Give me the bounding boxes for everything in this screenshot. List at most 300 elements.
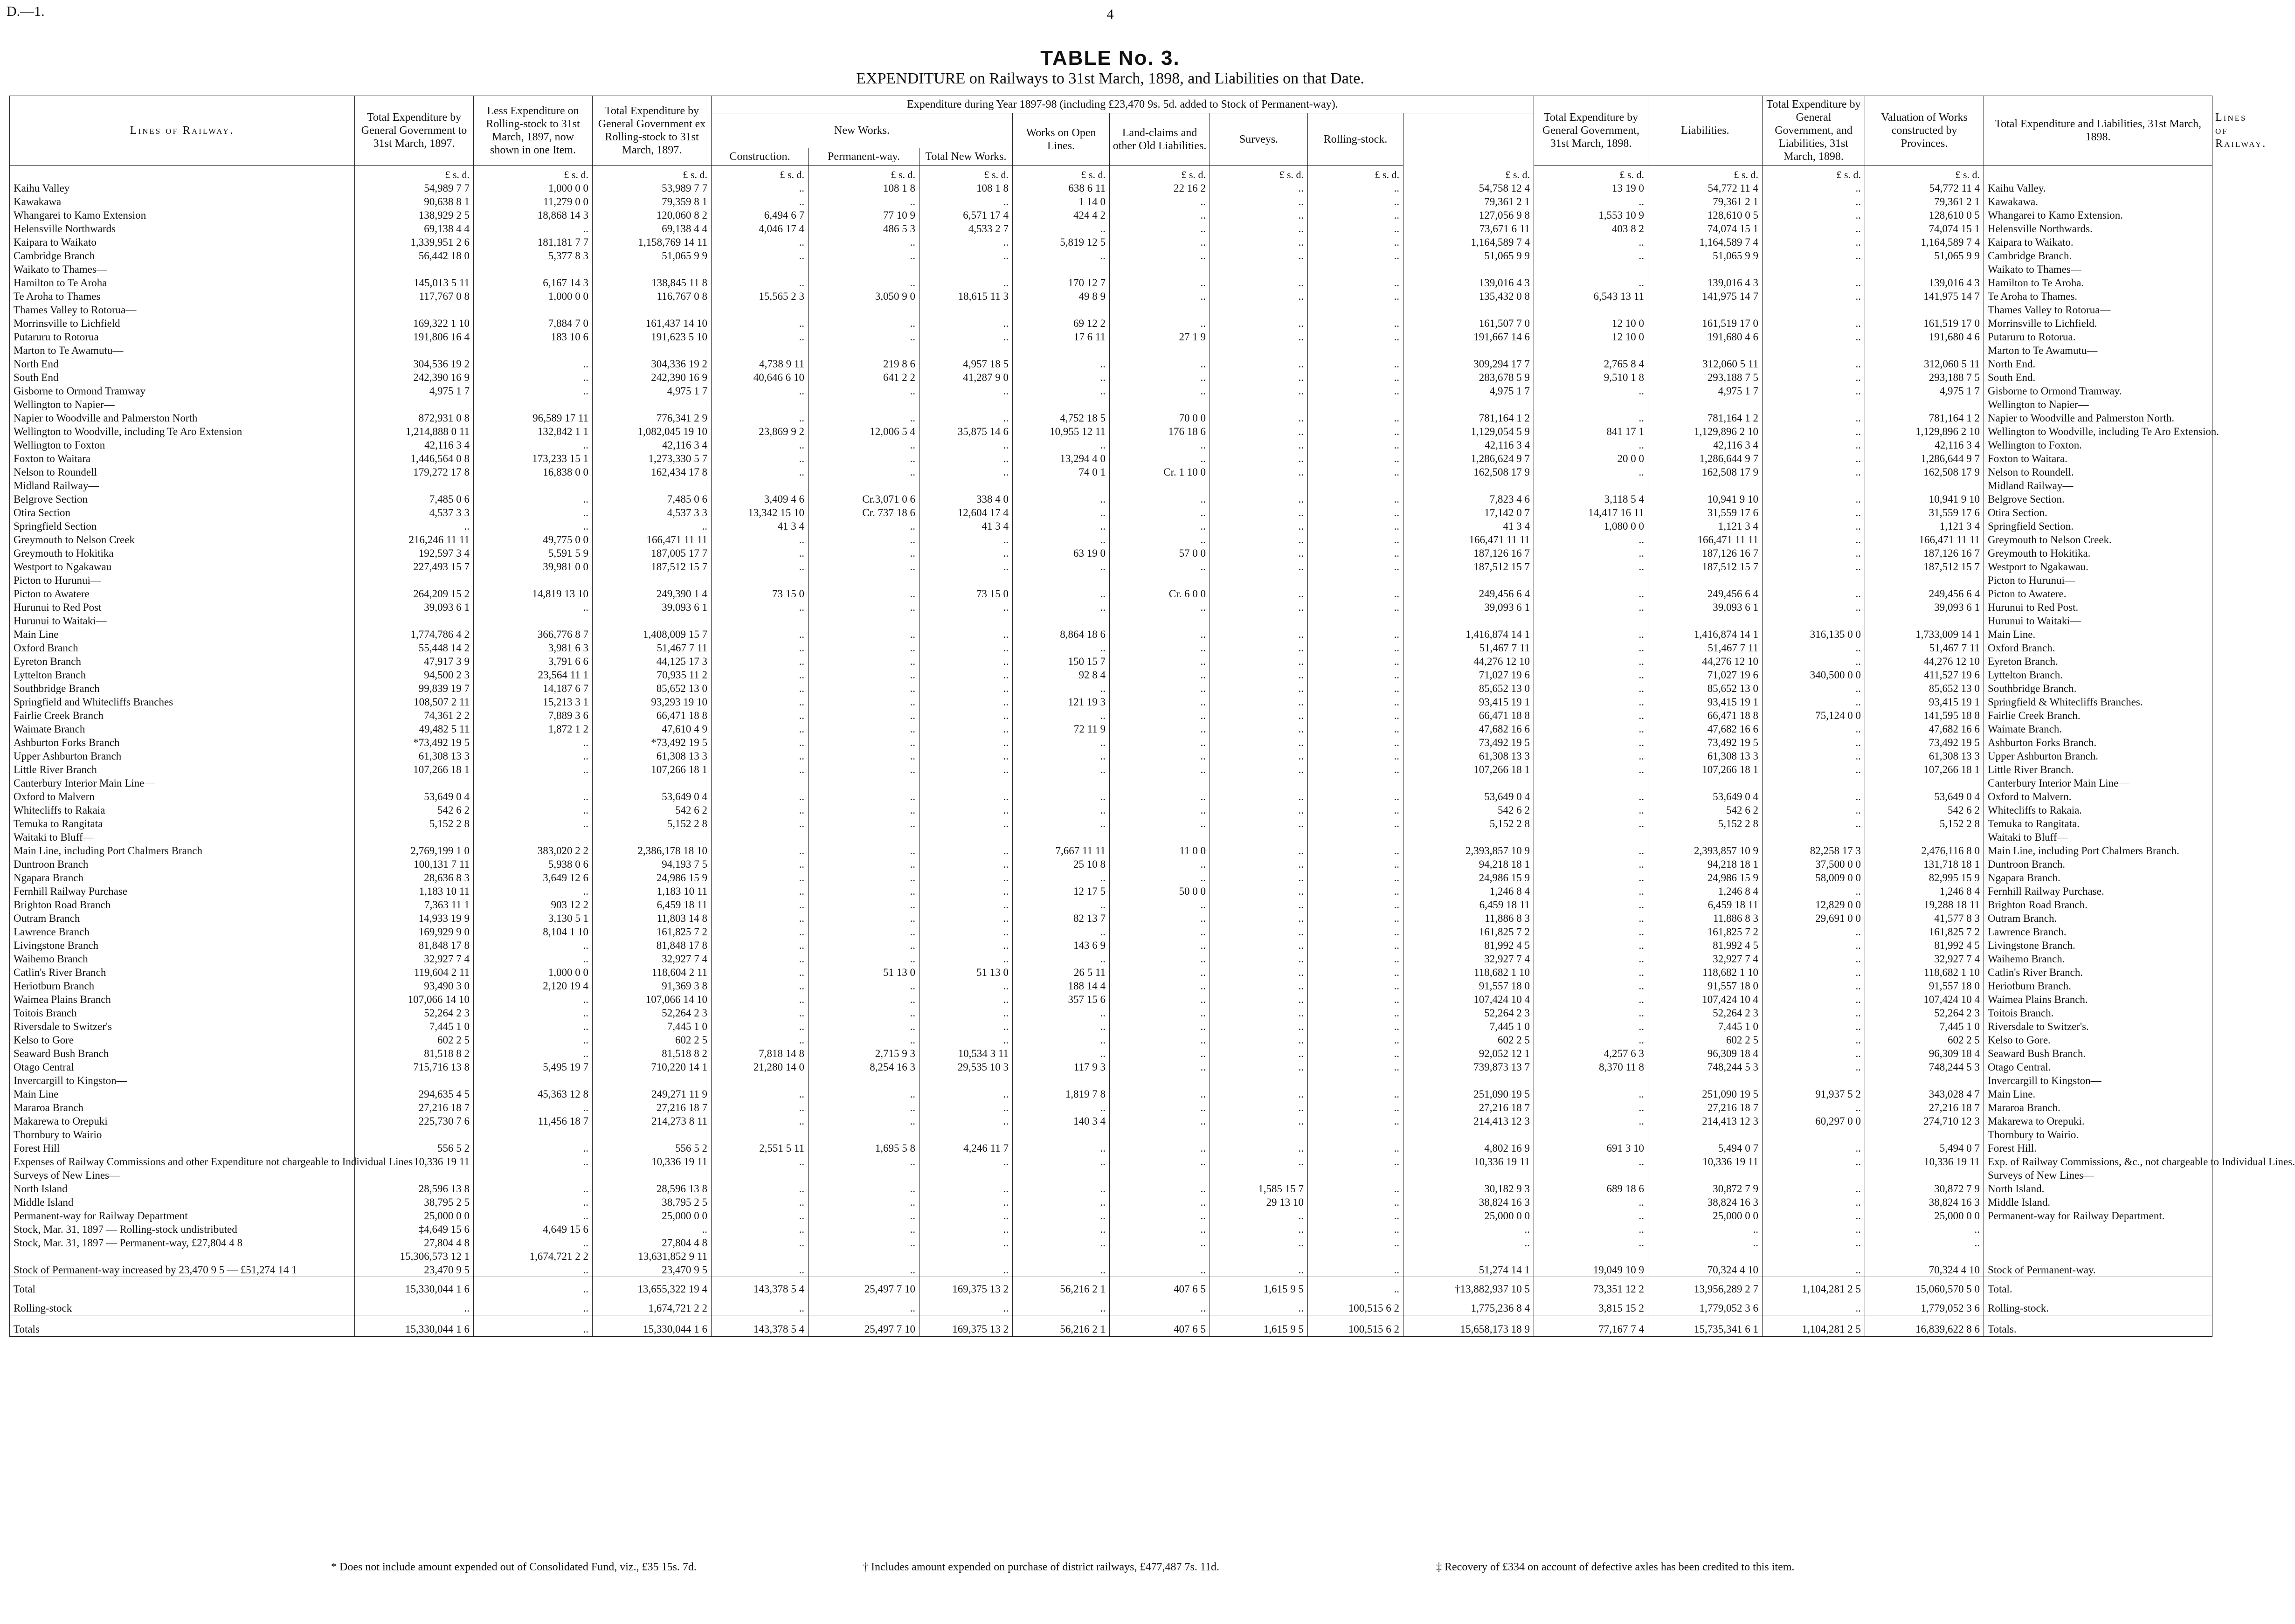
amount-cell: [1648, 263, 1763, 276]
amount-cell: 96,309 18 4: [1648, 1047, 1763, 1060]
amount-cell: ..: [919, 655, 1013, 668]
amount-cell: 108,507 2 11: [355, 695, 474, 709]
amount-cell: Cr. 737 18 6: [809, 506, 919, 519]
amount-cell: 93,415 19 1: [1403, 695, 1534, 709]
amount-cell: 74,361 2 2: [355, 709, 474, 722]
amount-cell: [1403, 1168, 1534, 1182]
amount-cell: 2,120 19 4: [474, 979, 593, 993]
table-row: [10, 722, 2212, 736]
line-name: Invercargill to Kingston—: [10, 1074, 355, 1087]
amount-cell: ..: [355, 519, 474, 533]
line-name: Morrinsville to Lichfield: [10, 317, 355, 330]
amount-cell: 781,164 1 2: [1648, 411, 1763, 425]
amount-cell: ..: [919, 817, 1013, 830]
line-name: Te Aroha to Thames: [10, 290, 355, 303]
table-row: [10, 830, 2212, 844]
amount-cell: ..: [1308, 1101, 1403, 1114]
amount-cell: ..: [1110, 1033, 1210, 1047]
amount-cell: 69,138 4 4: [593, 222, 712, 235]
amount-cell: 710,220 14 1: [593, 1060, 712, 1074]
amount-cell: ..: [809, 709, 919, 722]
amount-cell: ..: [1763, 993, 1865, 1006]
table-row: [10, 181, 2212, 195]
amount-cell: ..: [1308, 966, 1403, 979]
amount-cell: ..: [474, 1277, 593, 1296]
expenditure-table: [9, 96, 2295, 1337]
amount-cell: ..: [712, 249, 809, 263]
amount-cell: 94,218 18 1: [1403, 857, 1534, 871]
amount-cell: ..: [1308, 276, 1403, 290]
line-name-right: Waimea Plains Branch.: [1984, 993, 2212, 1006]
amount-cell: 191,667 14 6: [1403, 330, 1534, 344]
line-name: Hamilton to Te Aroha: [10, 276, 355, 290]
amount-cell: 424 4 2: [1013, 208, 1110, 222]
table-row: [10, 871, 2212, 885]
amount-cell: [1308, 614, 1403, 628]
amount-cell: ..: [1763, 1236, 1865, 1250]
amount-cell: ..: [1534, 749, 1648, 763]
amount-cell: 100,131 7 11: [355, 857, 474, 871]
amount-cell: 4,975 1 7: [355, 384, 474, 398]
amount-cell: ..: [1763, 1033, 1865, 1047]
amount-cell: 4,533 2 7: [919, 222, 1013, 235]
amount-cell: 11,803 14 8: [593, 912, 712, 925]
amount-cell: ..: [1110, 1101, 1210, 1114]
amount-cell: 150 15 7: [1013, 655, 1110, 668]
amount-cell: 2,551 5 11: [712, 1141, 809, 1155]
amount-cell: [1110, 398, 1210, 411]
line-name: Whangarei to Kamo Extension: [10, 208, 355, 222]
line-name-right: Kelso to Gore.: [1984, 1033, 2212, 1047]
amount-cell: ..: [1308, 736, 1403, 749]
amount-cell: 56,216 2 1: [1013, 1315, 1110, 1337]
amount-cell: ..: [809, 1033, 919, 1047]
total-1898-header: Total Expenditure by General Government, 31st March, 1898.: [1534, 96, 1648, 166]
amount-cell: ..: [809, 438, 919, 452]
amount-cell: ..: [1110, 966, 1210, 979]
line-name: Hurunui to Red Post: [10, 601, 355, 614]
line-name: Thornbury to Wairio: [10, 1128, 355, 1141]
amount-cell: ..: [809, 317, 919, 330]
amount-cell: [1534, 303, 1648, 317]
line-name: Stock, Mar. 31, 1897 — Rolling-stock undistributed: [10, 1223, 355, 1236]
amount-cell: ..: [712, 546, 809, 560]
amount-cell: [712, 776, 809, 790]
amount-cell: [712, 479, 809, 492]
amount-cell: 23,564 11 1: [474, 668, 593, 682]
table-row: [10, 1182, 2212, 1196]
amount-cell: 366,776 8 7: [474, 628, 593, 641]
amount-cell: ..: [1763, 1209, 1865, 1223]
amount-cell: ..: [1013, 519, 1110, 533]
amount-cell: 316,135 0 0: [1763, 628, 1865, 641]
amount-cell: ..: [1534, 587, 1648, 601]
amount-cell: 191,680 4 6: [1648, 330, 1763, 344]
amount-cell: ..: [1763, 925, 1865, 939]
amount-cell: 75,124 0 0: [1763, 709, 1865, 722]
amount-cell: ..: [1013, 1196, 1110, 1209]
amount-cell: ..: [919, 1236, 1013, 1250]
table-row: [10, 1155, 2212, 1168]
amount-cell: ..: [712, 384, 809, 398]
line-name-right: Stock of Permanent-way.: [1984, 1263, 2212, 1277]
amount-cell: [809, 574, 919, 587]
line-name-right: Waitaki to Bluff—: [1984, 830, 2212, 844]
total-exp-liab-header: Total Expenditure and Liabilities, 31st March, 1898.: [1984, 96, 2212, 166]
amount-cell: 781,164 1 2: [1865, 411, 1984, 425]
amount-cell: ..: [712, 885, 809, 898]
table-row: [10, 208, 2212, 222]
amount-cell: ..: [1308, 601, 1403, 614]
amount-cell: ..: [919, 1196, 1013, 1209]
amount-cell: ..: [474, 492, 593, 506]
table-row: [10, 411, 2212, 425]
amount-cell: 187,512 15 7: [1403, 560, 1534, 574]
amount-cell: ..: [919, 533, 1013, 546]
amount-cell: 81,518 8 2: [593, 1047, 712, 1060]
amount-cell: 249,456 6 4: [1403, 587, 1534, 601]
table-row: [10, 1114, 2212, 1128]
amount-cell: 73,671 6 11: [1403, 222, 1534, 235]
amount-cell: ..: [809, 898, 919, 912]
amount-cell: 73 15 0: [712, 587, 809, 601]
amount-cell: ..: [1210, 290, 1308, 303]
amount-cell: ..: [1210, 1155, 1308, 1168]
line-name-right: Greymouth to Nelson Creek.: [1984, 533, 2212, 546]
amount-cell: ..: [809, 533, 919, 546]
table-row: [10, 1020, 2212, 1033]
unit-cell: £ s. d.: [1763, 166, 1865, 182]
amount-cell: ..: [1763, 452, 1865, 465]
amount-cell: 27,216 18 7: [1403, 1101, 1534, 1114]
amount-cell: [1763, 574, 1865, 587]
table-row: [10, 533, 2212, 546]
amount-cell: ..: [1534, 1114, 1648, 1128]
amount-cell: ..: [919, 330, 1013, 344]
amount-cell: ..: [1110, 1263, 1210, 1277]
provinces-header: Valuation of Works constructed by Provinces.: [1865, 96, 1984, 166]
amount-cell: ..: [809, 1296, 919, 1315]
amount-cell: ..: [1763, 465, 1865, 479]
amount-cell: ..: [1534, 546, 1648, 560]
table-row: [10, 803, 2212, 817]
amount-cell: ..: [1210, 195, 1308, 208]
amount-cell: ..: [1110, 682, 1210, 695]
amount-cell: 108 1 8: [809, 181, 919, 195]
amount-cell: [593, 479, 712, 492]
amount-cell: [919, 303, 1013, 317]
amount-cell: 42,116 3 4: [1865, 438, 1984, 452]
amount-cell: 27,216 18 7: [355, 1101, 474, 1114]
amount-cell: ..: [474, 1006, 593, 1020]
amount-cell: ..: [712, 695, 809, 709]
amount-cell: Cr. 1 10 0: [1110, 465, 1210, 479]
amount-cell: *73,492 19 5: [593, 736, 712, 749]
amount-cell: ..: [1534, 1101, 1648, 1114]
amount-cell: [1763, 398, 1865, 411]
unit-cell: £ s. d.: [1110, 166, 1210, 182]
amount-cell: ..: [1763, 1196, 1865, 1209]
amount-cell: 71,027 19 6: [1648, 668, 1763, 682]
amount-cell: 161,825 7 2: [1403, 925, 1534, 939]
amount-cell: ..: [1308, 1277, 1403, 1296]
line-name-right: Kawakawa.: [1984, 195, 2212, 208]
line-name-right: Southbridge Branch.: [1984, 682, 2212, 695]
amount-cell: ..: [1534, 722, 1648, 736]
amount-cell: 71,027 19 6: [1403, 668, 1534, 682]
amount-cell: ..: [919, 1263, 1013, 1277]
amount-cell: 249,271 11 9: [593, 1087, 712, 1101]
amount-cell: ..: [809, 452, 919, 465]
amount-cell: 93,415 19 1: [1648, 695, 1763, 709]
amount-cell: 25,000 0 0: [593, 1209, 712, 1223]
amount-cell: ..: [1013, 1263, 1110, 1277]
line-name: Waikato to Thames—: [10, 263, 355, 276]
amount-cell: ..: [1763, 749, 1865, 763]
amount-cell: ..: [712, 749, 809, 763]
amount-cell: ..: [809, 1236, 919, 1250]
amount-cell: [1110, 1128, 1210, 1141]
amount-cell: ..: [1763, 560, 1865, 574]
amount-cell: ..: [712, 1296, 809, 1315]
amount-cell: [1648, 303, 1763, 317]
amount-cell: 10,955 12 11: [1013, 425, 1110, 438]
amount-cell: ..: [1534, 925, 1648, 939]
amount-cell: ..: [712, 452, 809, 465]
table-title: TABLE No. 3.: [1040, 47, 1180, 69]
amount-cell: [1865, 614, 1984, 628]
amount-cell: ..: [1013, 222, 1110, 235]
amount-cell: ..: [1210, 844, 1308, 857]
amount-cell: ..: [712, 1155, 809, 1168]
amount-cell: ..: [1013, 1296, 1110, 1315]
amount-cell: ..: [1210, 817, 1308, 830]
amount-cell: 138,845 11 8: [593, 276, 712, 290]
amount-cell: ..: [474, 519, 593, 533]
line-name: Greymouth to Nelson Creek: [10, 533, 355, 546]
amount-cell: ..: [1763, 492, 1865, 506]
amount-cell: 52,264 2 3: [355, 1006, 474, 1020]
line-name-right: Middle Island.: [1984, 1196, 2212, 1209]
amount-cell: ..: [474, 1296, 593, 1315]
amount-cell: 49,482 5 11: [355, 722, 474, 736]
amount-cell: 47,682 16 6: [1648, 722, 1763, 736]
amount-cell: ..: [712, 803, 809, 817]
amount-cell: 94,500 2 3: [355, 668, 474, 682]
amount-cell: ..: [1013, 1101, 1110, 1114]
table-row: [10, 682, 2212, 695]
amount-cell: 13 19 0: [1534, 181, 1648, 195]
amount-cell: 407 6 5: [1110, 1315, 1210, 1337]
amount-cell: 179,272 17 8: [355, 465, 474, 479]
table-row: [10, 235, 2212, 249]
amount-cell: 60,297 0 0: [1763, 1114, 1865, 1128]
new-works-header: New Works.: [712, 113, 1013, 148]
amount-cell: 1,416,874 14 1: [1648, 628, 1763, 641]
amount-cell: 27,216 18 7: [593, 1101, 712, 1114]
amount-cell: ..: [712, 912, 809, 925]
amount-cell: ..: [1110, 452, 1210, 465]
amount-cell: ..: [474, 1196, 593, 1209]
amount-cell: ..: [1763, 682, 1865, 695]
amount-cell: 169,322 1 10: [355, 317, 474, 330]
line-name: Helensville Northwards: [10, 222, 355, 235]
amount-cell: ..: [1308, 803, 1403, 817]
amount-cell: ..: [1763, 411, 1865, 425]
line-name-right: Livingstone Branch.: [1984, 939, 2212, 952]
amount-cell: 4,752 18 5: [1013, 411, 1110, 425]
amount-cell: ..: [1110, 1196, 1210, 1209]
amount-cell: 47,682 16 6: [1403, 722, 1534, 736]
amount-cell: 1,129,054 5 9: [1403, 425, 1534, 438]
amount-cell: [1865, 574, 1984, 587]
amount-cell: 23,470 9 5: [355, 1263, 474, 1277]
line-name: Kelso to Gore: [10, 1033, 355, 1047]
amount-cell: 187,126 16 7: [1648, 546, 1763, 560]
line-name: Lawrence Branch: [10, 925, 355, 939]
amount-cell: 1,121 3 4: [1648, 519, 1763, 533]
amount-cell: [1110, 263, 1210, 276]
amount-cell: 7,884 7 0: [474, 317, 593, 330]
amount-cell: 31,559 17 6: [1865, 506, 1984, 519]
amount-cell: 61,308 13 3: [355, 749, 474, 763]
amount-cell: ..: [1763, 1141, 1865, 1155]
table-row: [10, 303, 2212, 317]
amount-cell: [1110, 614, 1210, 628]
amount-cell: ..: [1534, 628, 1648, 641]
amount-cell: ..: [809, 195, 919, 208]
amount-cell: ..: [919, 195, 1013, 208]
amount-cell: [1865, 479, 1984, 492]
amount-cell: ..: [919, 736, 1013, 749]
amount-cell: ..: [1534, 817, 1648, 830]
amount-cell: 54,772 11 4: [1865, 181, 1984, 195]
line-name: Westport to Ngakawau: [10, 560, 355, 574]
amount-cell: ..: [919, 452, 1013, 465]
amount-cell: ..: [1534, 979, 1648, 993]
amount-cell: 249,390 1 4: [593, 587, 712, 601]
amount-cell: ..: [1534, 465, 1648, 479]
amount-cell: 55,448 14 2: [355, 641, 474, 655]
amount-cell: ..: [1308, 290, 1403, 303]
amount-cell: [474, 1074, 593, 1087]
amount-cell: 10,534 3 11: [919, 1047, 1013, 1060]
amount-cell: ..: [809, 763, 919, 776]
line-name: Marton to Te Awamutu—: [10, 344, 355, 357]
amount-cell: 12 10 0: [1534, 330, 1648, 344]
amount-cell: ..: [1308, 1047, 1403, 1060]
amount-cell: ..: [919, 790, 1013, 803]
amount-cell: 312,060 5 11: [1865, 357, 1984, 371]
amount-cell: 1,246 8 4: [1648, 885, 1763, 898]
amount-cell: 38,795 2 5: [355, 1196, 474, 1209]
amount-cell: 264,209 15 2: [355, 587, 474, 601]
amount-cell: ..: [809, 587, 919, 601]
amount-cell: 61,308 13 3: [1403, 749, 1534, 763]
amount-cell: ..: [1013, 533, 1110, 546]
amount-cell: 56,216 2 1: [1013, 1277, 1110, 1296]
amount-cell: 689 18 6: [1534, 1182, 1648, 1196]
amount-cell: ..: [1210, 925, 1308, 939]
amount-cell: ..: [1308, 560, 1403, 574]
amount-cell: 251,090 19 5: [1648, 1087, 1763, 1101]
amount-cell: 161,825 7 2: [1865, 925, 1984, 939]
amount-cell: [1763, 263, 1865, 276]
amount-cell: 1,779,052 3 6: [1648, 1296, 1763, 1315]
line-name-right: Oxford Branch.: [1984, 641, 2212, 655]
amount-cell: ..: [1110, 1182, 1210, 1196]
amount-cell: 6,459 18 11: [1648, 898, 1763, 912]
amount-cell: ..: [1210, 533, 1308, 546]
amount-cell: ..: [1763, 1060, 1865, 1074]
amount-cell: 117 9 3: [1013, 1060, 1110, 1074]
amount-cell: 5,152 2 8: [593, 817, 712, 830]
amount-cell: ..: [1013, 371, 1110, 384]
amount-cell: 25,000 0 0: [1865, 1209, 1984, 1223]
amount-cell: 7,445 1 0: [1403, 1020, 1534, 1033]
amount-cell: ..: [1013, 1006, 1110, 1020]
amount-cell: ..: [1763, 546, 1865, 560]
amount-cell: 411,527 19 6: [1865, 668, 1984, 682]
table-row: [10, 465, 2212, 479]
line-name-right: Marton to Te Awamutu—: [1984, 344, 2212, 357]
amount-cell: 542 6 2: [1403, 803, 1534, 817]
amount-cell: [474, 574, 593, 587]
amount-cell: ..: [1534, 939, 1648, 952]
line-name: Kaipara to Waikato: [10, 235, 355, 249]
amount-cell: 7,823 4 6: [1403, 492, 1534, 506]
amount-cell: ..: [474, 384, 593, 398]
amount-cell: 602 2 5: [1403, 1033, 1534, 1047]
amount-cell: ..: [1013, 736, 1110, 749]
amount-cell: ..: [809, 641, 919, 655]
amount-cell: ..: [1308, 330, 1403, 344]
amount-cell: ..: [1534, 235, 1648, 249]
table-row: [10, 195, 2212, 208]
amount-cell: ..: [809, 601, 919, 614]
line-name-right: Mararoa Branch.: [1984, 1101, 2212, 1114]
amount-cell: 73 15 0: [919, 587, 1013, 601]
amount-cell: [593, 830, 712, 844]
amount-cell: ..: [1763, 587, 1865, 601]
amount-cell: 44,276 12 10: [1865, 655, 1984, 668]
line-name: Southbridge Branch: [10, 682, 355, 695]
amount-cell: ..: [1534, 790, 1648, 803]
amount-cell: ..: [809, 871, 919, 885]
line-name: Thames Valley to Rotorua—: [10, 303, 355, 317]
amount-cell: [809, 614, 919, 628]
amount-cell: 5,938 0 6: [474, 857, 593, 871]
amount-cell: 18,615 11 3: [919, 290, 1013, 303]
table-row: [10, 601, 2212, 614]
amount-cell: ..: [919, 993, 1013, 1006]
amount-cell: 107,424 10 4: [1648, 993, 1763, 1006]
amount-cell: ..: [474, 222, 593, 235]
amount-cell: 38,795 2 5: [593, 1196, 712, 1209]
amount-cell: ..: [919, 411, 1013, 425]
amount-cell: ..: [1013, 871, 1110, 885]
amount-cell: 8,370 11 8: [1534, 1060, 1648, 1074]
amount-cell: 176 18 6: [1110, 425, 1210, 438]
amount-cell: [1865, 344, 1984, 357]
amount-cell: ..: [1308, 506, 1403, 519]
amount-cell: 118,682 1 10: [1403, 966, 1534, 979]
table-row: [10, 709, 2212, 722]
amount-cell: 128,610 0 5: [1648, 208, 1763, 222]
amount-cell: ..: [1308, 1033, 1403, 1047]
amount-cell: ..: [712, 465, 809, 479]
amount-cell: [1013, 1074, 1110, 1087]
